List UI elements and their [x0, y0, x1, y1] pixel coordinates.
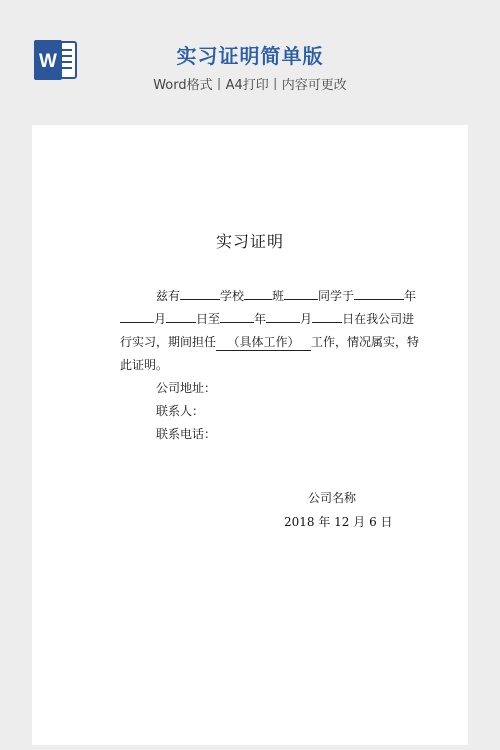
text-segment: 班	[272, 289, 285, 303]
text-segment: 月	[300, 312, 313, 326]
fill-blank	[120, 308, 154, 323]
fill-blank	[166, 308, 196, 323]
page-title: 实习证明简单版	[176, 44, 324, 68]
contact-phone-label: 联系电话：	[156, 427, 217, 441]
body-line-3	[120, 331, 419, 354]
text-segment: 年	[404, 289, 417, 303]
page-subtitle: Word格式丨A4打印丨内容可更改	[153, 78, 347, 93]
document-title: 实习证明	[215, 232, 284, 251]
header	[0, 0, 500, 120]
text-segment: 学校	[220, 289, 245, 303]
text-segment: 日至	[196, 312, 221, 326]
fill-blank	[354, 285, 404, 300]
body-line-1	[120, 285, 417, 308]
text-segment: 行实习，期间担任	[120, 335, 217, 349]
fill-blank	[312, 308, 342, 323]
job-placeholder: （具体工作）	[227, 335, 300, 349]
text-segment: 年	[254, 312, 267, 326]
job-blank	[216, 335, 311, 351]
text-segment: 日在我公司进	[342, 312, 415, 326]
fill-blank	[266, 308, 300, 323]
fill-blank	[220, 308, 254, 323]
fill-blank	[244, 285, 272, 300]
text-segment: 月	[154, 312, 167, 326]
body-line-4: 此证明。	[120, 358, 169, 372]
contact-person-label: 联系人：	[156, 404, 205, 418]
word-icon-letter: W	[39, 51, 57, 72]
fill-blank	[180, 285, 220, 300]
signature-date: 2018 年 12 月 6 日	[284, 515, 393, 529]
body-line-2	[120, 308, 415, 331]
company-address-label: 公司地址：	[156, 381, 217, 395]
document-page	[32, 125, 468, 745]
company-name: 公司名称	[308, 491, 357, 505]
text-segment: 同学于	[318, 289, 355, 303]
document-body	[120, 285, 419, 446]
text-segment: 工作，情况属实，特	[310, 335, 419, 349]
fill-blank	[284, 285, 318, 300]
text-segment: 兹有	[156, 289, 181, 303]
